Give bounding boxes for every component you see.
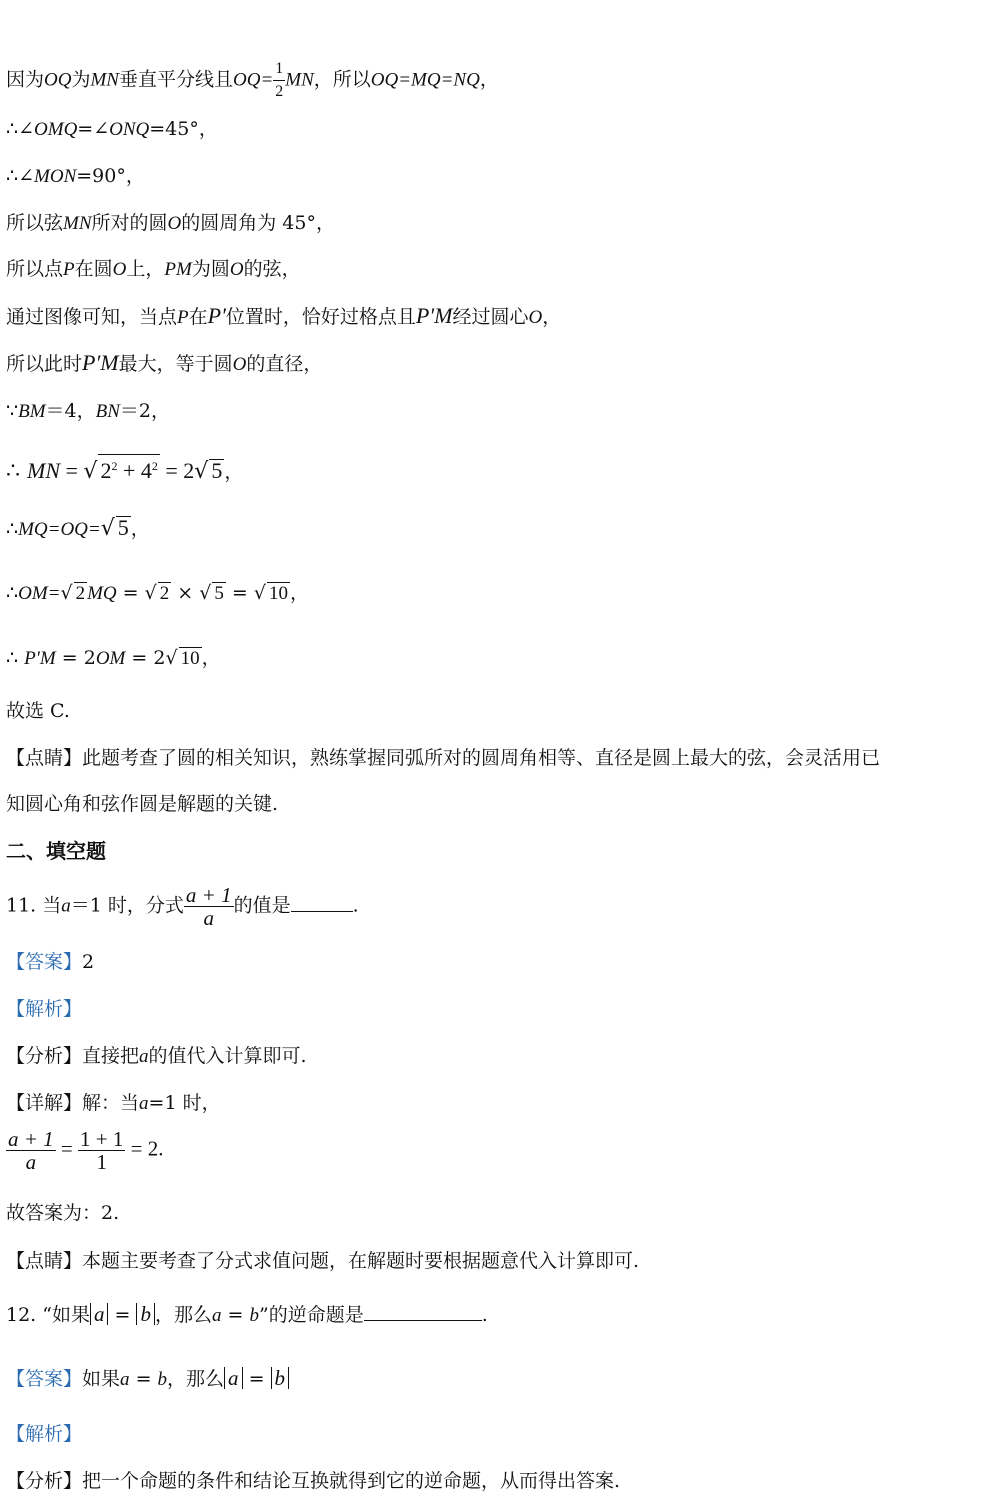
text: 在圆 (74, 258, 113, 280)
text: 垂直平分线且 (118, 68, 233, 91)
denominator: 2 (275, 83, 284, 100)
math: MN (63, 213, 92, 234)
num: + 4 (117, 458, 152, 483)
math: = (60, 458, 84, 483)
math: = (242, 1368, 271, 1390)
math: = (116, 582, 145, 604)
text: 的圆周角为 45°， (181, 212, 335, 234)
text: . (352, 894, 359, 917)
line-2 (6, 116, 218, 143)
line-12 (6, 645, 221, 672)
text: ＝1 时，分式 (70, 894, 184, 917)
math: P′M (415, 303, 453, 328)
text: 在 (188, 306, 208, 328)
text: ∵ (6, 400, 19, 422)
math: OM= (18, 583, 61, 604)
text: 所以此时 (6, 353, 83, 375)
radicand: 10 (268, 583, 288, 604)
radicand: 5 (117, 515, 129, 540)
numerator: 1 + 1 (80, 1127, 124, 1151)
line-9 (6, 454, 243, 485)
analysis-11 (6, 1043, 307, 1070)
text: ∴ (6, 582, 19, 604)
tag: 【点睛】 (6, 1250, 83, 1272)
text: ， (201, 647, 221, 669)
tag: 【分析】 (6, 1045, 83, 1067)
radical-sign: √ (100, 516, 115, 541)
radical-sign: √ (144, 582, 157, 604)
math: O (112, 259, 127, 280)
fraction (184, 884, 234, 929)
denominator: 1 (96, 1150, 107, 1174)
math: b (271, 1367, 290, 1389)
text: ， (224, 461, 244, 483)
math: MON (34, 166, 77, 187)
radicand (98, 454, 159, 482)
math: a (90, 1303, 109, 1325)
text: ＝2， (119, 400, 170, 422)
numerator: 1 (273, 58, 285, 81)
text: ， (542, 306, 562, 328)
text: 知圆心角和弦作圆是解题的关键. (6, 793, 279, 815)
math: BN (95, 401, 120, 422)
calc-11 (6, 1128, 163, 1173)
math: MQ (87, 583, 117, 604)
line-3 (6, 163, 145, 190)
answer-tag: 【答案】 (6, 1368, 83, 1390)
text: ，那么 (154, 1304, 212, 1326)
math: a (61, 895, 71, 917)
text: ∴∠ (6, 118, 35, 140)
text: =90°， (76, 165, 145, 187)
text: 把一个命题的条件和结论互换就得到它的逆命题，从而得出答案. (82, 1470, 621, 1492)
radicand: 5 (211, 458, 223, 483)
line-11 (6, 580, 309, 607)
line-13: 故选 C. (6, 700, 70, 722)
math: a (139, 1093, 149, 1114)
tag: 【分析】 (6, 1470, 83, 1492)
analysis-tag-12: 【解析】 (6, 1423, 83, 1445)
line-14 (6, 745, 880, 771)
math: a (212, 1305, 222, 1326)
math: = (108, 1304, 137, 1326)
text: 的值是 (233, 894, 291, 917)
math: P′M (82, 350, 119, 375)
text: 此题考查了圆的相关知识，熟练掌握同弧所对的圆周角相等、直径是圆上最大的弦，会灵活用已 (82, 747, 881, 769)
math: × (171, 582, 200, 604)
math: OM (95, 648, 126, 669)
radicand: 2 (159, 583, 170, 604)
text: 经过圆心 (452, 306, 529, 328)
detail-11 (6, 1090, 221, 1117)
text: ＝4， (45, 400, 96, 422)
text: 为 (71, 68, 91, 91)
math: a (120, 1369, 130, 1390)
text: =1 时， (148, 1092, 221, 1114)
text: ， (130, 518, 150, 540)
math: P′ (207, 303, 226, 328)
math: PM (164, 259, 192, 280)
math: OQ=MQ=NQ (370, 69, 480, 91)
text: =∠ (77, 118, 110, 140)
analysis-tag-11: 【解析】 (6, 998, 83, 1020)
text: ∴ (6, 459, 20, 484)
math: MN (285, 69, 314, 91)
denominator: a (25, 1150, 37, 1174)
radicand: 5 (214, 583, 224, 604)
math: P (63, 259, 75, 280)
text: ，所以 (313, 68, 371, 91)
radical-sign: √ (60, 582, 73, 604)
text: ， (479, 68, 499, 91)
math: P (177, 307, 189, 328)
line-1 (6, 58, 499, 103)
radical-sign: √ (199, 582, 212, 604)
fraction (6, 1128, 56, 1173)
text: =45°， (149, 118, 218, 140)
text: 本题主要考查了分式求值问题，在解题时要根据题意代入计算即可. (82, 1250, 640, 1272)
exponent: 2 (151, 459, 158, 473)
numerator: a + 1 (185, 883, 232, 907)
line-5 (6, 256, 301, 283)
text: 的直径， (246, 353, 323, 375)
radical-sign: √ (165, 647, 178, 669)
numerator: a + 1 (8, 1127, 54, 1151)
math: = (225, 582, 254, 604)
denominator: a (203, 906, 214, 930)
text: 位置时，恰好过格点且 (225, 306, 416, 328)
radical-sign: √ (83, 459, 98, 484)
math: BM (18, 401, 46, 422)
math: ONQ (109, 119, 150, 140)
point-11 (6, 1248, 639, 1274)
fraction (78, 1128, 125, 1173)
text: 11. 当 (6, 894, 62, 917)
math: = 2 (159, 458, 195, 483)
text: 最大，等于圆 (118, 353, 233, 375)
math: = 2 (125, 647, 166, 669)
math: b (157, 1369, 168, 1390)
math: OMQ (34, 119, 78, 140)
section-heading: 二、填空题 (6, 839, 106, 863)
radicand: 10 (180, 648, 200, 669)
text: ”的逆命题是 (259, 1304, 364, 1326)
math: MQ=OQ= (18, 519, 101, 540)
math: O (528, 307, 543, 328)
math: P′M (24, 648, 56, 669)
math: MN (90, 69, 119, 91)
answer-tag: 【答案】 (6, 951, 83, 973)
line-8 (6, 398, 170, 425)
text: 解：当 (82, 1092, 140, 1114)
math: a (224, 1367, 243, 1389)
text: . (481, 1304, 488, 1326)
text: 所以点 (6, 258, 64, 280)
line-10 (6, 516, 150, 543)
radicand: 2 (75, 583, 86, 604)
text: ∴∠ (6, 165, 35, 187)
text: ，那么 (167, 1368, 225, 1390)
question-11 (6, 884, 359, 929)
math: MN (27, 458, 60, 483)
text: 的值代入计算即可. (148, 1045, 307, 1067)
num: 2 (100, 458, 112, 483)
exponent: 2 (111, 459, 118, 473)
text: 如果 (82, 1368, 121, 1390)
math: O (232, 354, 247, 375)
math: a (139, 1046, 149, 1067)
math: OQ= (233, 69, 274, 91)
math: b (249, 1305, 259, 1326)
tag: 【详解】 (6, 1092, 83, 1114)
text: 的弦， (243, 258, 301, 280)
text: ∴ (6, 518, 19, 540)
math: = (129, 1368, 158, 1390)
radical-sign: √ (253, 582, 266, 604)
question-12 (6, 1302, 488, 1329)
text: 所以弦 (6, 212, 64, 234)
text: 为圆 (191, 258, 230, 280)
tag: 【点睛】 (6, 747, 83, 769)
text: 因为 (6, 68, 45, 91)
answer-11 (6, 949, 94, 975)
math: b (136, 1303, 155, 1325)
math: OQ (44, 69, 72, 91)
analysis-12 (6, 1468, 620, 1494)
conclusion-11: 故答案为：2. (6, 1202, 120, 1224)
math: = (55, 1136, 79, 1161)
math: O (229, 259, 244, 280)
line-4 (6, 210, 335, 237)
answer-blank (291, 893, 353, 912)
text: 12. “如果 (6, 1304, 90, 1326)
text: 通过图像可知，当点 (6, 306, 178, 328)
math: = 2 (55, 647, 96, 669)
line-6 (6, 303, 561, 331)
math: = 2. (125, 1136, 164, 1161)
fraction (273, 58, 285, 103)
answer-12 (6, 1366, 289, 1393)
math: = (221, 1304, 250, 1326)
answer-value: 2 (82, 951, 95, 973)
text: 所对的圆 (91, 212, 168, 234)
text: 直接把 (82, 1045, 140, 1067)
line-7 (6, 350, 322, 378)
text: ∴ (6, 647, 25, 669)
math: O (167, 213, 182, 234)
text: ， (289, 582, 309, 604)
answer-blank (364, 1302, 482, 1321)
text: 上， (126, 258, 165, 280)
radical-sign: √ (194, 459, 209, 484)
line-15 (6, 791, 278, 817)
